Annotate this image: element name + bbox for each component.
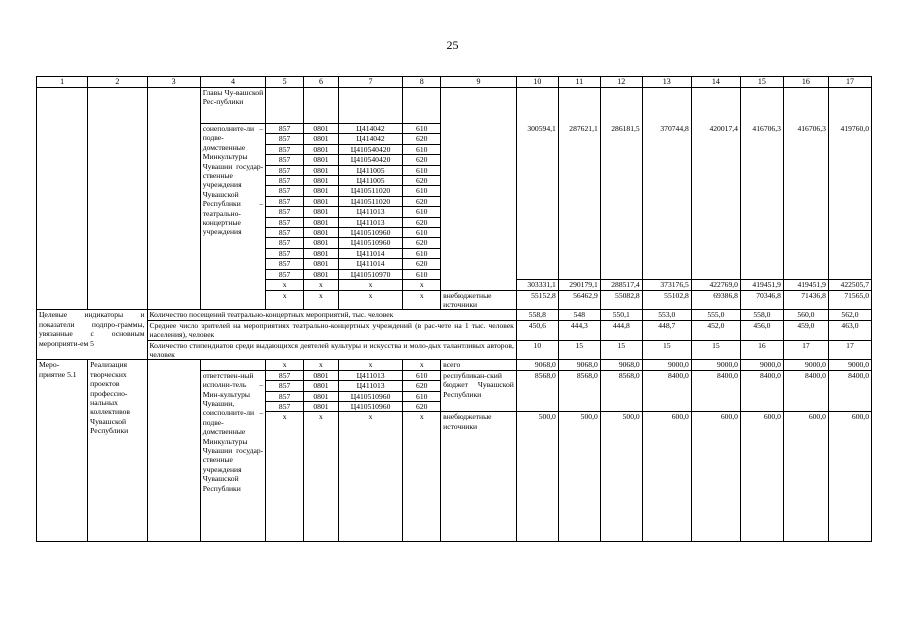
executor-text: Главы Чу-вашской Рес-публики	[200, 88, 265, 124]
target-article-code: Ц411013	[338, 207, 402, 217]
expense-type-code: x	[403, 412, 441, 542]
target-article-code: x	[338, 360, 402, 370]
grbs-code: 857	[266, 207, 304, 217]
empty-cell	[403, 88, 441, 124]
value-cell: 288517,4	[600, 280, 642, 290]
value-cell: 15	[600, 340, 642, 360]
value-cell: 9068,0	[516, 360, 558, 370]
empty-cell	[642, 88, 691, 124]
grbs-code: 857	[266, 259, 304, 269]
indicator-row	[37, 340, 872, 360]
target-article-code: Ц410511020	[338, 186, 402, 196]
column-number: 11	[558, 77, 600, 88]
grbs-code: 857	[266, 144, 304, 154]
value-cell: 450,6	[516, 320, 558, 340]
value-cell: 562,0	[828, 310, 871, 320]
column-number: 12	[600, 77, 642, 88]
column-number: 9	[441, 77, 517, 88]
target-article-code: Ц411005	[338, 176, 402, 186]
section-code: 0801	[304, 370, 339, 380]
value-cell: 500,0	[600, 412, 642, 542]
expense-type-code: 610	[403, 228, 441, 238]
grbs-code: 857	[266, 155, 304, 165]
section-code: 0801	[304, 401, 339, 411]
grbs-code: 857	[266, 269, 304, 279]
value-cell: 55102,8	[642, 290, 691, 310]
grbs-code: 857	[266, 196, 304, 206]
value-cell: 15	[558, 340, 600, 360]
value-cell: 463,0	[828, 320, 871, 340]
value-cell: 286181,5	[600, 124, 642, 280]
funding-source: всего	[441, 360, 517, 370]
value-cell: 9000,0	[642, 360, 691, 370]
value-cell: 500,0	[558, 412, 600, 542]
column-number: 3	[147, 77, 200, 88]
value-cell: 500,0	[516, 412, 558, 542]
column-number: 17	[828, 77, 871, 88]
empty-cell	[691, 88, 740, 124]
funding-source: внебюджетные источники	[441, 290, 517, 310]
column-number: 16	[783, 77, 828, 88]
empty-cell	[338, 88, 402, 124]
value-cell: 600,0	[642, 412, 691, 542]
target-article-code: Ц411005	[338, 165, 402, 175]
empty-cell	[516, 88, 558, 124]
value-cell: 71436,8	[783, 290, 828, 310]
value-cell: 373176,5	[642, 280, 691, 290]
grbs-code: x	[266, 290, 304, 310]
value-cell: 55152,8	[516, 290, 558, 310]
target-article-code: Ц411014	[338, 259, 402, 269]
target-article-code: Ц410510960	[338, 391, 402, 401]
target-article-code: Ц411014	[338, 248, 402, 258]
value-cell: 558,0	[740, 310, 783, 320]
section-code: 0801	[304, 381, 339, 391]
expense-type-code: 620	[403, 259, 441, 269]
grbs-code: 857	[266, 165, 304, 175]
value-cell: 8400,0	[691, 370, 740, 412]
value-cell: 448,7	[642, 320, 691, 340]
indicator-text: Среднее число зрителей на мероприятиях театрально-концертных учреждений (в рас-чете на 1 тыс. человек населения), человек	[147, 320, 516, 340]
value-cell: 8400,0	[642, 370, 691, 412]
grbs-code: 857	[266, 124, 304, 134]
value-cell: 550,1	[600, 310, 642, 320]
value-cell: 56462,9	[558, 290, 600, 310]
value-cell: 553,0	[642, 310, 691, 320]
section-code: 0801	[304, 269, 339, 279]
section-code: 0801	[304, 134, 339, 144]
target-article-code: Ц410510960	[338, 238, 402, 248]
column-number: 10	[516, 77, 558, 88]
empty-cell	[200, 360, 265, 370]
expense-type-code: 610	[403, 207, 441, 217]
expense-type-code: 610	[403, 124, 441, 134]
grbs-code: 857	[266, 186, 304, 196]
grbs-code: 857	[266, 401, 304, 411]
value-cell: 8400,0	[828, 370, 871, 412]
expense-type-code: x	[403, 280, 441, 290]
value-cell: 444,3	[558, 320, 600, 340]
value-cell: 8400,0	[783, 370, 828, 412]
value-cell: 459,0	[783, 320, 828, 340]
value-cell: 69386,8	[691, 290, 740, 310]
section-code: 0801	[304, 217, 339, 227]
value-cell: 9000,0	[740, 360, 783, 370]
target-article-code: x	[338, 290, 402, 310]
empty-cell	[783, 88, 828, 124]
value-cell: 560,0	[783, 310, 828, 320]
table-row	[37, 360, 872, 370]
target-article-code: Ц410510960	[338, 228, 402, 238]
section-code: 0801	[304, 124, 339, 134]
value-cell: 419760,0	[828, 124, 871, 280]
section-code: 0801	[304, 186, 339, 196]
indicator-text: Количество посещений театрально-концертных мероприятий, тыс. человек	[147, 310, 516, 320]
expense-type-code: 610	[403, 269, 441, 279]
value-cell: 8568,0	[516, 370, 558, 412]
section-code: 0801	[304, 196, 339, 206]
value-cell: 555,0	[691, 310, 740, 320]
grbs-code: x	[266, 412, 304, 542]
grbs-code: 857	[266, 391, 304, 401]
grbs-code: 857	[266, 228, 304, 238]
executor-text: сонеполните-ли – подве-домственные Минкультуры Чувашии государ-ственные учреждения Чувашской Республики – театрально-концертные учреждения	[200, 124, 265, 310]
value-cell: 16	[740, 340, 783, 360]
value-cell: 452,0	[691, 320, 740, 340]
value-cell: 9068,0	[600, 360, 642, 370]
value-cell: 8400,0	[740, 370, 783, 412]
value-cell: 9068,0	[558, 360, 600, 370]
section-code: x	[304, 280, 339, 290]
target-article-code: Ц414042	[338, 134, 402, 144]
grbs-code: 857	[266, 248, 304, 258]
value-cell: 416706,3	[740, 124, 783, 280]
expense-type-code: 610	[403, 248, 441, 258]
expense-type-code: 610	[403, 391, 441, 401]
expense-type-code: 610	[403, 186, 441, 196]
expense-type-code: x	[403, 360, 441, 370]
value-cell: 9000,0	[783, 360, 828, 370]
expense-type-code: 620	[403, 196, 441, 206]
value-cell: 290179,1	[558, 280, 600, 290]
target-article-code: Ц411013	[338, 381, 402, 391]
target-article-code: Ц410510960	[338, 401, 402, 411]
value-cell: 17	[828, 340, 871, 360]
value-cell: 55082,8	[600, 290, 642, 310]
value-cell: 419451,9	[783, 280, 828, 290]
value-cell: 600,0	[828, 412, 871, 542]
value-cell: 422769,0	[691, 280, 740, 290]
grbs-code: x	[266, 360, 304, 370]
section-code: 0801	[304, 165, 339, 175]
expense-type-code: 610	[403, 144, 441, 154]
empty-cell	[558, 88, 600, 124]
column-number: 5	[266, 77, 304, 88]
column-number: 1	[37, 77, 88, 88]
grbs-code: 857	[266, 134, 304, 144]
value-cell: 416706,3	[783, 124, 828, 280]
value-cell: 9000,0	[691, 360, 740, 370]
value-cell: 303331,1	[516, 280, 558, 290]
value-cell: 444,8	[600, 320, 642, 340]
value-cell: 420017,4	[691, 124, 740, 280]
column-number: 14	[691, 77, 740, 88]
value-cell: 15	[642, 340, 691, 360]
measure-number: Меро-приятие 5.1	[37, 360, 88, 542]
empty-cell	[37, 88, 88, 310]
expense-type-code: 620	[403, 238, 441, 248]
section-code: 0801	[304, 391, 339, 401]
target-article-code: Ц410511020	[338, 196, 402, 206]
value-cell: 8568,0	[600, 370, 642, 412]
measure-title: Реализация творческих проектов профессио-нальных коллективов Чувашской Республики	[88, 360, 147, 542]
grbs-code: 857	[266, 217, 304, 227]
value-cell: 15	[691, 340, 740, 360]
section-code: x	[304, 412, 339, 542]
value-cell: 10	[516, 340, 558, 360]
column-number: 6	[304, 77, 339, 88]
grbs-code: 857	[266, 238, 304, 248]
value-cell: 17	[783, 340, 828, 360]
column-number: 8	[403, 77, 441, 88]
target-article-code: x	[338, 412, 402, 542]
target-article-code: Ц410540420	[338, 155, 402, 165]
value-cell: 456,0	[740, 320, 783, 340]
section-code: x	[304, 360, 339, 370]
expense-type-code: 620	[403, 381, 441, 391]
value-cell: 8568,0	[558, 370, 600, 412]
value-cell: 419451,9	[740, 280, 783, 290]
empty-cell	[828, 88, 871, 124]
expense-type-code: 610	[403, 370, 441, 380]
empty-cell	[147, 360, 200, 542]
value-cell: 287621,1	[558, 124, 600, 280]
section-code: 0801	[304, 155, 339, 165]
target-article-code: Ц411013	[338, 370, 402, 380]
funding-source: республикан-ский бюджет Чувашской Республики	[441, 370, 517, 412]
section-code: 0801	[304, 207, 339, 217]
target-article-code: Ц410510970	[338, 269, 402, 279]
expense-type-code: 620	[403, 176, 441, 186]
section-code: 0801	[304, 238, 339, 248]
column-number: 4	[200, 77, 265, 88]
value-cell: 71565,0	[828, 290, 871, 310]
value-cell: 600,0	[783, 412, 828, 542]
section-code: 0801	[304, 144, 339, 154]
empty-cell	[441, 88, 517, 291]
indicator-text: Количество стипендиатов среди выдающихся деятелей культуры и искусства и моло-дых талантливых авторов, человек	[147, 340, 516, 360]
indicator-row	[37, 320, 872, 340]
section-code: 0801	[304, 248, 339, 258]
expense-type-code: 620	[403, 401, 441, 411]
empty-cell	[266, 88, 304, 124]
column-number: 7	[338, 77, 402, 88]
value-cell: 370744,8	[642, 124, 691, 280]
table-row	[37, 88, 872, 124]
section-code: 0801	[304, 228, 339, 238]
funding-source: внебюджетные источники	[441, 412, 517, 542]
section-code: x	[304, 290, 339, 310]
section-code: 0801	[304, 259, 339, 269]
expense-type-code: 610	[403, 165, 441, 175]
target-article-code: Ц411013	[338, 217, 402, 227]
empty-cell	[304, 88, 339, 124]
expense-type-code: x	[403, 290, 441, 310]
value-cell: 558,8	[516, 310, 558, 320]
column-number: 15	[740, 77, 783, 88]
column-number: 2	[88, 77, 147, 88]
executor-text: ответствен-ный исполни-тель – Мин-культуры Чувашии, соисполните-ли – подве-домственные Минкультуры Чувашии государ-ственные учреждения Чувашской Республики	[200, 370, 265, 542]
page-number: 25	[446, 38, 459, 52]
grbs-code: 857	[266, 370, 304, 380]
grbs-code: 857	[266, 381, 304, 391]
indicator-row	[37, 310, 872, 320]
grbs-code: x	[266, 280, 304, 290]
value-cell: 70346,8	[740, 290, 783, 310]
grbs-code: 857	[266, 176, 304, 186]
empty-cell	[88, 88, 147, 310]
target-article-code: Ц414042	[338, 124, 402, 134]
value-cell: 600,0	[740, 412, 783, 542]
value-cell: 300594,1	[516, 124, 558, 280]
expense-type-code: 620	[403, 134, 441, 144]
indicators-label: Целевые индикаторы и показатели подпро-граммы, увязанные с основным мероприяти-ем 5	[37, 310, 148, 360]
value-cell: 422505,7	[828, 280, 871, 290]
header-row	[37, 77, 872, 88]
empty-cell	[600, 88, 642, 124]
value-cell: 600,0	[691, 412, 740, 542]
target-article-code: x	[338, 280, 402, 290]
empty-cell	[740, 88, 783, 124]
expense-type-code: 620	[403, 155, 441, 165]
expense-type-code: 620	[403, 217, 441, 227]
budget-table	[36, 76, 872, 542]
value-cell: 9000,0	[828, 360, 871, 370]
section-code: 0801	[304, 176, 339, 186]
empty-cell	[147, 88, 200, 310]
column-number: 13	[642, 77, 691, 88]
value-cell: 548	[558, 310, 600, 320]
target-article-code: Ц410540420	[338, 144, 402, 154]
